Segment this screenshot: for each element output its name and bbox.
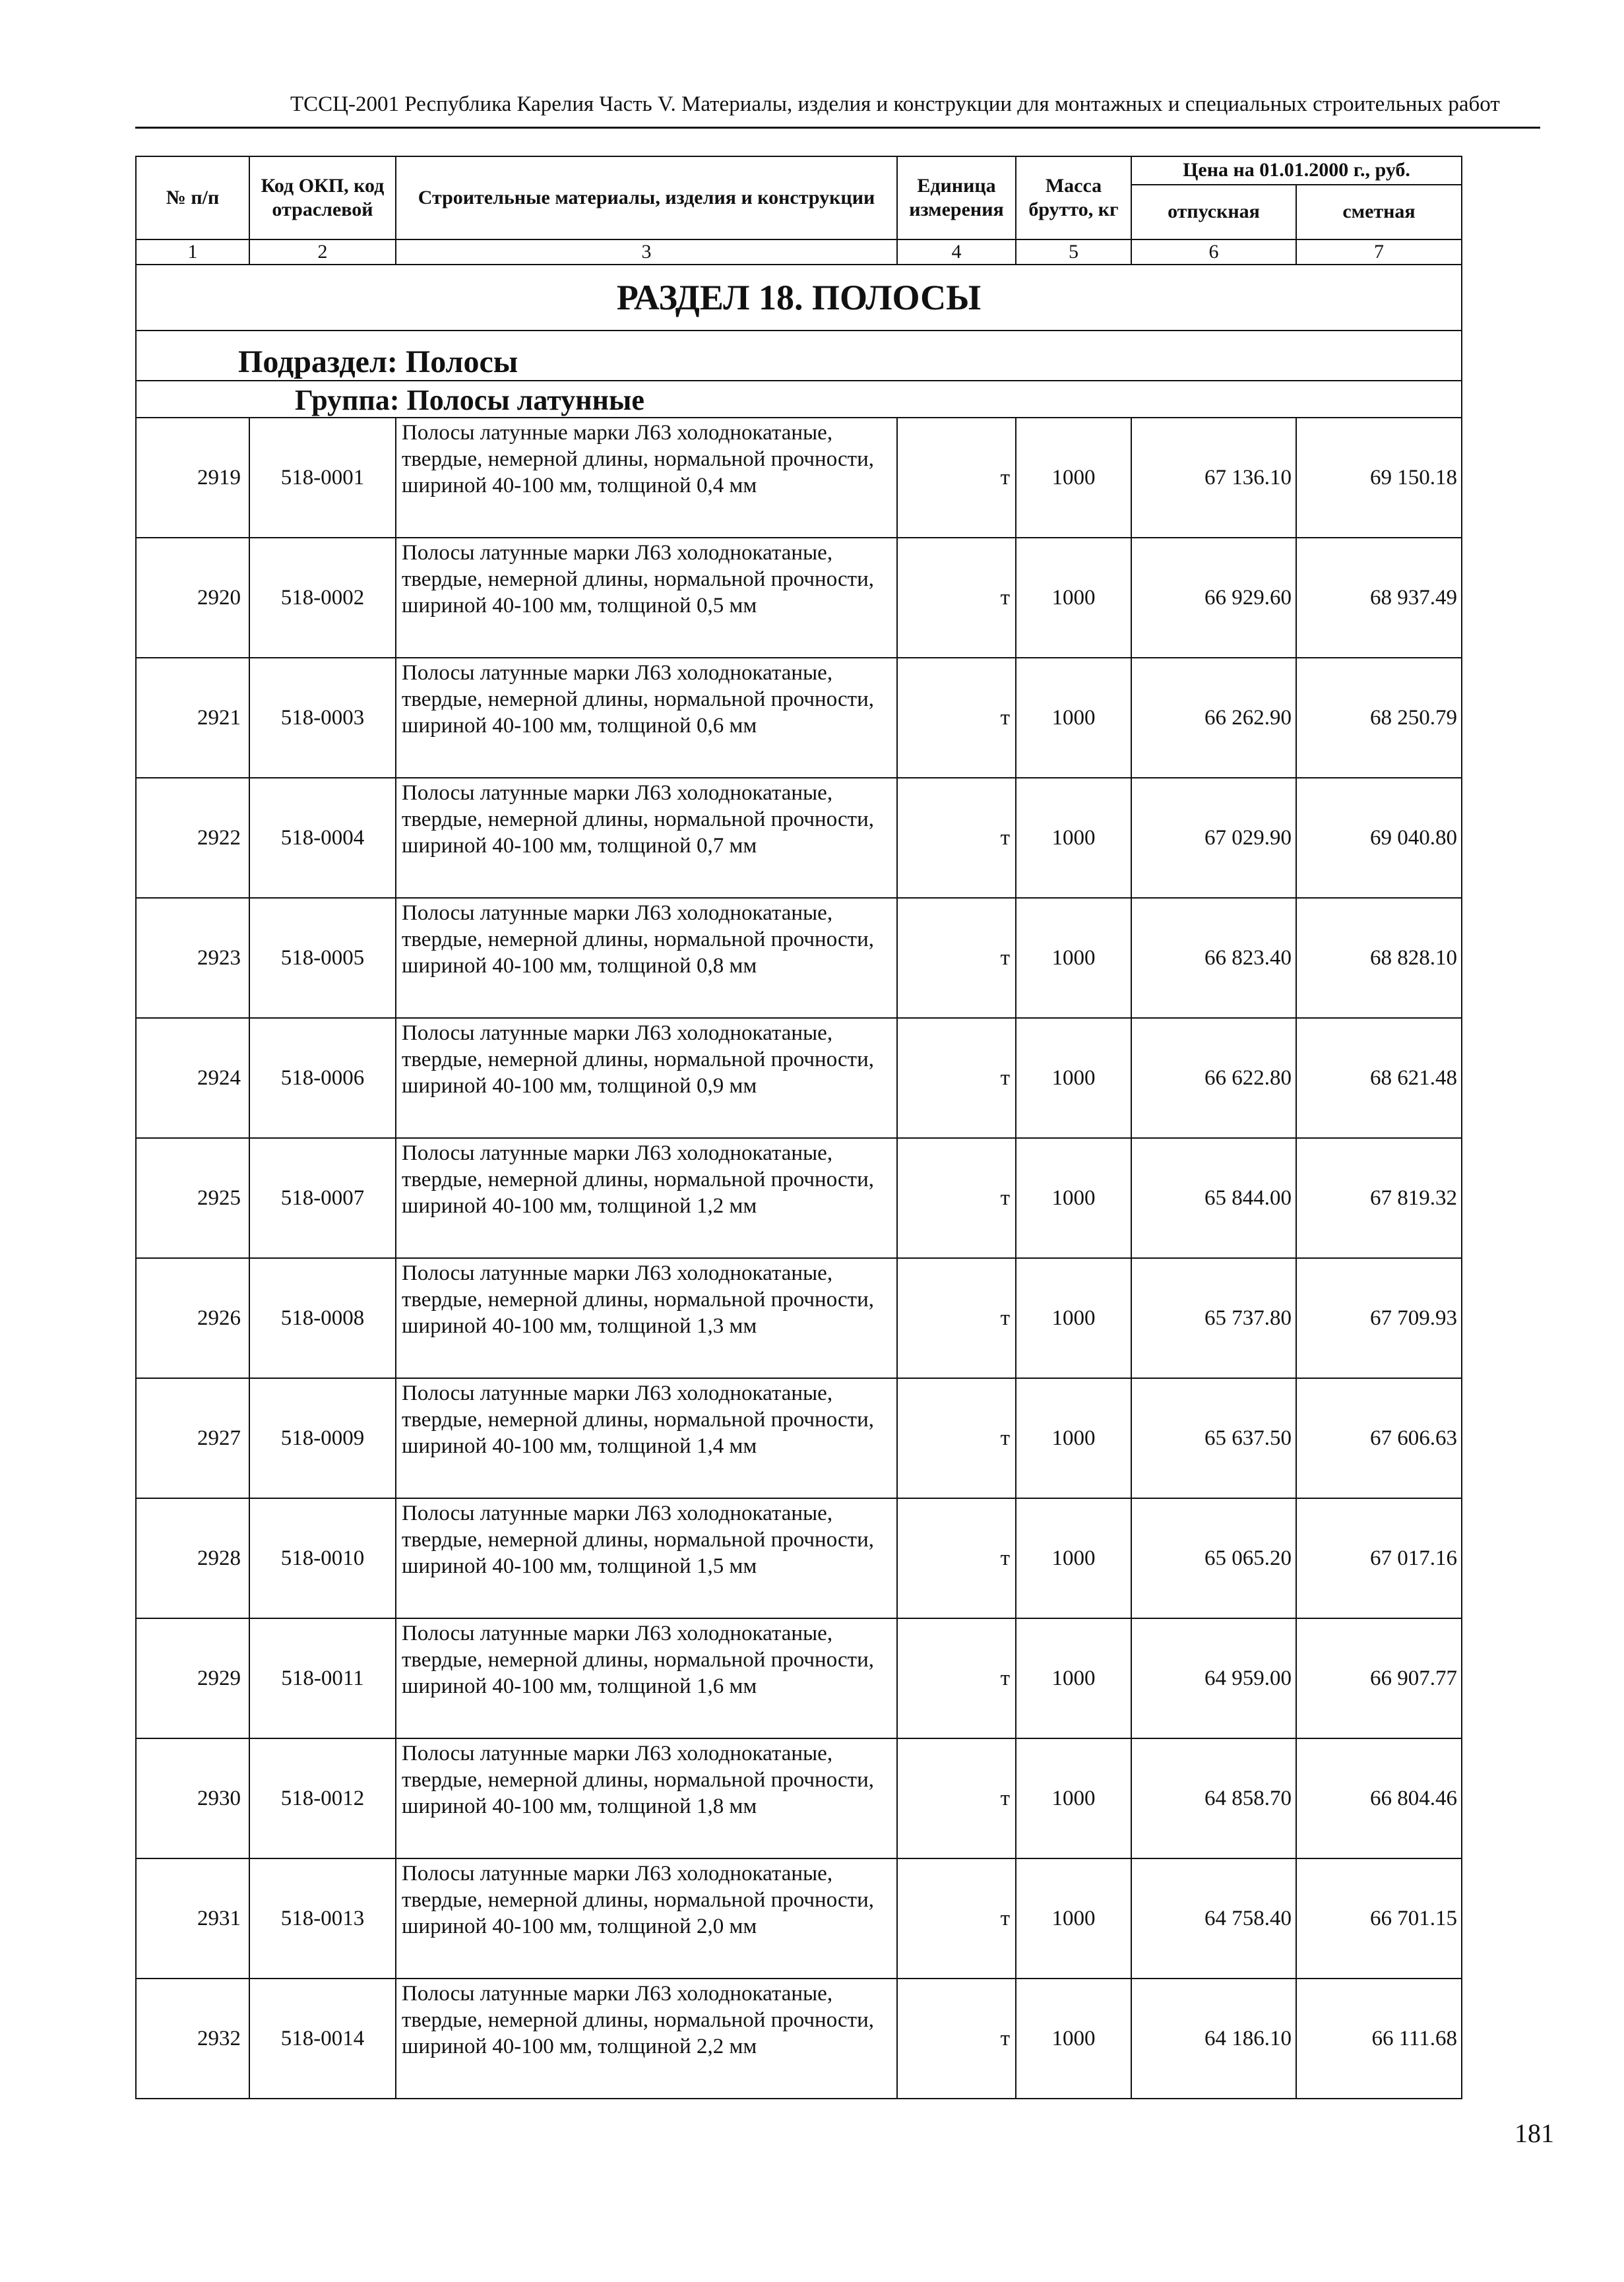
row-description: Полосы латунные марки Л63 холоднокатаные, твердые, немерной длины, нормальной прочности, шириной 40-100 мм, толщиной 1,3 мм: [396, 1258, 897, 1378]
row-code: 518-0010: [249, 1498, 396, 1618]
row-number: 2932: [136, 1979, 249, 2099]
row-unit: т: [897, 538, 1016, 658]
materials-price-table: [135, 156, 1462, 2099]
row-number: 2927: [136, 1378, 249, 1498]
table-row: [136, 1378, 1462, 1498]
row-price-release: 67 136.10: [1131, 418, 1296, 538]
row-mass: 1000: [1016, 898, 1131, 1018]
column-number: 2: [249, 239, 396, 265]
row-unit: т: [897, 1618, 1016, 1738]
row-price-estimate: 67 606.63: [1296, 1378, 1462, 1498]
running-header: ТССЦ-2001 Республика Карелия Часть V. Материалы, изделия и конструкции для монтажных и специальных строительных работ: [290, 92, 1500, 116]
row-code: 518-0009: [249, 1378, 396, 1498]
row-code: 518-0011: [249, 1618, 396, 1738]
row-price-release: 66 262.90: [1131, 658, 1296, 778]
col-header-price-group: Цена на 01.01.2000 г., руб.: [1131, 156, 1462, 185]
row-unit: т: [897, 658, 1016, 778]
table-row: [136, 1258, 1462, 1378]
row-price-release: 64 186.10: [1131, 1979, 1296, 2099]
section-title: РАЗДЕЛ 18. ПОЛОСЫ: [136, 265, 1462, 331]
row-unit: т: [897, 1138, 1016, 1258]
column-numbers-row: [136, 239, 1462, 265]
table-row: [136, 1138, 1462, 1258]
row-code: 518-0006: [249, 1018, 396, 1138]
row-code: 518-0002: [249, 538, 396, 658]
row-description: Полосы латунные марки Л63 холоднокатаные, твердые, немерной длины, нормальной прочности, шириной 40-100 мм, толщиной 2,2 мм: [396, 1979, 897, 2099]
col-header-unit: Единица измерения: [897, 156, 1016, 239]
table-row: [136, 1738, 1462, 1858]
row-number: 2924: [136, 1018, 249, 1138]
row-price-estimate: 69 040.80: [1296, 778, 1462, 898]
table-row: [136, 778, 1462, 898]
row-unit: т: [897, 898, 1016, 1018]
row-mass: 1000: [1016, 1618, 1131, 1738]
table-row: [136, 1618, 1462, 1738]
row-price-estimate: 67 819.32: [1296, 1138, 1462, 1258]
row-description: Полосы латунные марки Л63 холоднокатаные, твердые, немерной длины, нормальной прочности, шириной 40-100 мм, толщиной 1,2 мм: [396, 1138, 897, 1258]
table-row: [136, 1858, 1462, 1979]
column-number: 4: [897, 239, 1016, 265]
row-price-estimate: 68 250.79: [1296, 658, 1462, 778]
table-row: [136, 898, 1462, 1018]
row-price-estimate: 66 111.68: [1296, 1979, 1462, 2099]
row-mass: 1000: [1016, 1858, 1131, 1979]
table-body: [136, 418, 1462, 2099]
row-price-release: 65 065.20: [1131, 1498, 1296, 1618]
row-unit: т: [897, 1858, 1016, 1979]
row-mass: 1000: [1016, 1378, 1131, 1498]
row-number: 2929: [136, 1618, 249, 1738]
row-mass: 1000: [1016, 1979, 1131, 2099]
row-price-estimate: 67 709.93: [1296, 1258, 1462, 1378]
page-number: 181: [1515, 2118, 1554, 2148]
row-number: 2931: [136, 1858, 249, 1979]
col-header-num: № п/п: [136, 156, 249, 239]
table-row: [136, 658, 1462, 778]
table-row: [136, 418, 1462, 538]
row-description: Полосы латунные марки Л63 холоднокатаные, твердые, немерной длины, нормальной прочности, шириной 40-100 мм, толщиной 0,4 мм: [396, 418, 897, 538]
row-code: 518-0014: [249, 1979, 396, 2099]
row-number: 2920: [136, 538, 249, 658]
row-mass: 1000: [1016, 1258, 1131, 1378]
row-mass: 1000: [1016, 538, 1131, 658]
row-price-release: 65 737.80: [1131, 1258, 1296, 1378]
row-description: Полосы латунные марки Л63 холоднокатаные, твердые, немерной длины, нормальной прочности, шириной 40-100 мм, толщиной 1,6 мм: [396, 1618, 897, 1738]
row-description: Полосы латунные марки Л63 холоднокатаные, твердые, немерной длины, нормальной прочности, шириной 40-100 мм, толщиной 2,0 мм: [396, 1858, 897, 1979]
row-description: Полосы латунные марки Л63 холоднокатаные, твердые, немерной длины, нормальной прочности, шириной 40-100 мм, толщиной 0,5 мм: [396, 538, 897, 658]
row-number: 2926: [136, 1258, 249, 1378]
subsection-title: Подраздел: Полосы: [136, 331, 1462, 381]
row-unit: т: [897, 1378, 1016, 1498]
row-unit: т: [897, 1018, 1016, 1138]
row-code: 518-0012: [249, 1738, 396, 1858]
row-unit: т: [897, 778, 1016, 898]
row-price-release: 64 758.40: [1131, 1858, 1296, 1979]
column-number: 6: [1131, 239, 1296, 265]
header-rule: [135, 127, 1540, 129]
row-price-estimate: 69 150.18: [1296, 418, 1462, 538]
row-description: Полосы латунные марки Л63 холоднокатаные, твердые, немерной длины, нормальной прочности, шириной 40-100 мм, толщиной 1,5 мм: [396, 1498, 897, 1618]
row-mass: 1000: [1016, 1738, 1131, 1858]
row-number: 2919: [136, 418, 249, 538]
table-row: [136, 1018, 1462, 1138]
row-mass: 1000: [1016, 418, 1131, 538]
row-description: Полосы латунные марки Л63 холоднокатаные, твердые, немерной длины, нормальной прочности, шириной 40-100 мм, толщиной 1,8 мм: [396, 1738, 897, 1858]
row-code: 518-0007: [249, 1138, 396, 1258]
row-price-estimate: 66 804.46: [1296, 1738, 1462, 1858]
row-mass: 1000: [1016, 1498, 1131, 1618]
row-price-estimate: 67 017.16: [1296, 1498, 1462, 1618]
row-description: Полосы латунные марки Л63 холоднокатаные, твердые, немерной длины, нормальной прочности, шириной 40-100 мм, толщиной 0,8 мм: [396, 898, 897, 1018]
column-number: 1: [136, 239, 249, 265]
column-number: 3: [396, 239, 897, 265]
row-price-estimate: 68 937.49: [1296, 538, 1462, 658]
row-price-release: 65 844.00: [1131, 1138, 1296, 1258]
table-row: [136, 538, 1462, 658]
col-header-name: Строительные материалы, изделия и конструкции: [396, 156, 897, 239]
row-number: 2923: [136, 898, 249, 1018]
row-unit: т: [897, 418, 1016, 538]
column-number: 5: [1016, 239, 1131, 265]
col-header-price-release: отпускная: [1131, 185, 1296, 239]
table-header: [136, 156, 1462, 418]
row-price-estimate: 66 701.15: [1296, 1858, 1462, 1979]
row-code: 518-0001: [249, 418, 396, 538]
table-row: [136, 1498, 1462, 1618]
row-unit: т: [897, 1258, 1016, 1378]
row-code: 518-0008: [249, 1258, 396, 1378]
group-title: Группа: Полосы латунные: [136, 381, 1462, 418]
row-mass: 1000: [1016, 658, 1131, 778]
col-header-mass: Масса брутто, кг: [1016, 156, 1131, 239]
row-mass: 1000: [1016, 1138, 1131, 1258]
row-price-release: 67 029.90: [1131, 778, 1296, 898]
row-unit: т: [897, 1498, 1016, 1618]
row-price-release: 64 959.00: [1131, 1618, 1296, 1738]
row-unit: т: [897, 1738, 1016, 1858]
row-mass: 1000: [1016, 1018, 1131, 1138]
column-number: 7: [1296, 239, 1462, 265]
row-price-estimate: 68 621.48: [1296, 1018, 1462, 1138]
row-price-release: 66 622.80: [1131, 1018, 1296, 1138]
row-unit: т: [897, 1979, 1016, 2099]
col-header-price-estimate: сметная: [1296, 185, 1462, 239]
row-price-estimate: 66 907.77: [1296, 1618, 1462, 1738]
row-description: Полосы латунные марки Л63 холоднокатаные, твердые, немерной длины, нормальной прочности, шириной 40-100 мм, толщиной 0,6 мм: [396, 658, 897, 778]
row-price-release: 66 929.60: [1131, 538, 1296, 658]
col-header-code: Код ОКП, код отраслевой: [249, 156, 396, 239]
row-description: Полосы латунные марки Л63 холоднокатаные, твердые, немерной длины, нормальной прочности, шириной 40-100 мм, толщиной 0,7 мм: [396, 778, 897, 898]
row-number: 2925: [136, 1138, 249, 1258]
table-row: [136, 1979, 1462, 2099]
row-number: 2921: [136, 658, 249, 778]
row-code: 518-0005: [249, 898, 396, 1018]
row-description: Полосы латунные марки Л63 холоднокатаные, твердые, немерной длины, нормальной прочности, шириной 40-100 мм, толщиной 1,4 мм: [396, 1378, 897, 1498]
row-price-estimate: 68 828.10: [1296, 898, 1462, 1018]
row-price-release: 64 858.70: [1131, 1738, 1296, 1858]
row-description: Полосы латунные марки Л63 холоднокатаные, твердые, немерной длины, нормальной прочности, шириной 40-100 мм, толщиной 0,9 мм: [396, 1018, 897, 1138]
row-code: 518-0013: [249, 1858, 396, 1979]
row-price-release: 65 637.50: [1131, 1378, 1296, 1498]
row-code: 518-0003: [249, 658, 396, 778]
row-number: 2930: [136, 1738, 249, 1858]
row-number: 2922: [136, 778, 249, 898]
row-mass: 1000: [1016, 778, 1131, 898]
row-code: 518-0004: [249, 778, 396, 898]
row-price-release: 66 823.40: [1131, 898, 1296, 1018]
row-number: 2928: [136, 1498, 249, 1618]
